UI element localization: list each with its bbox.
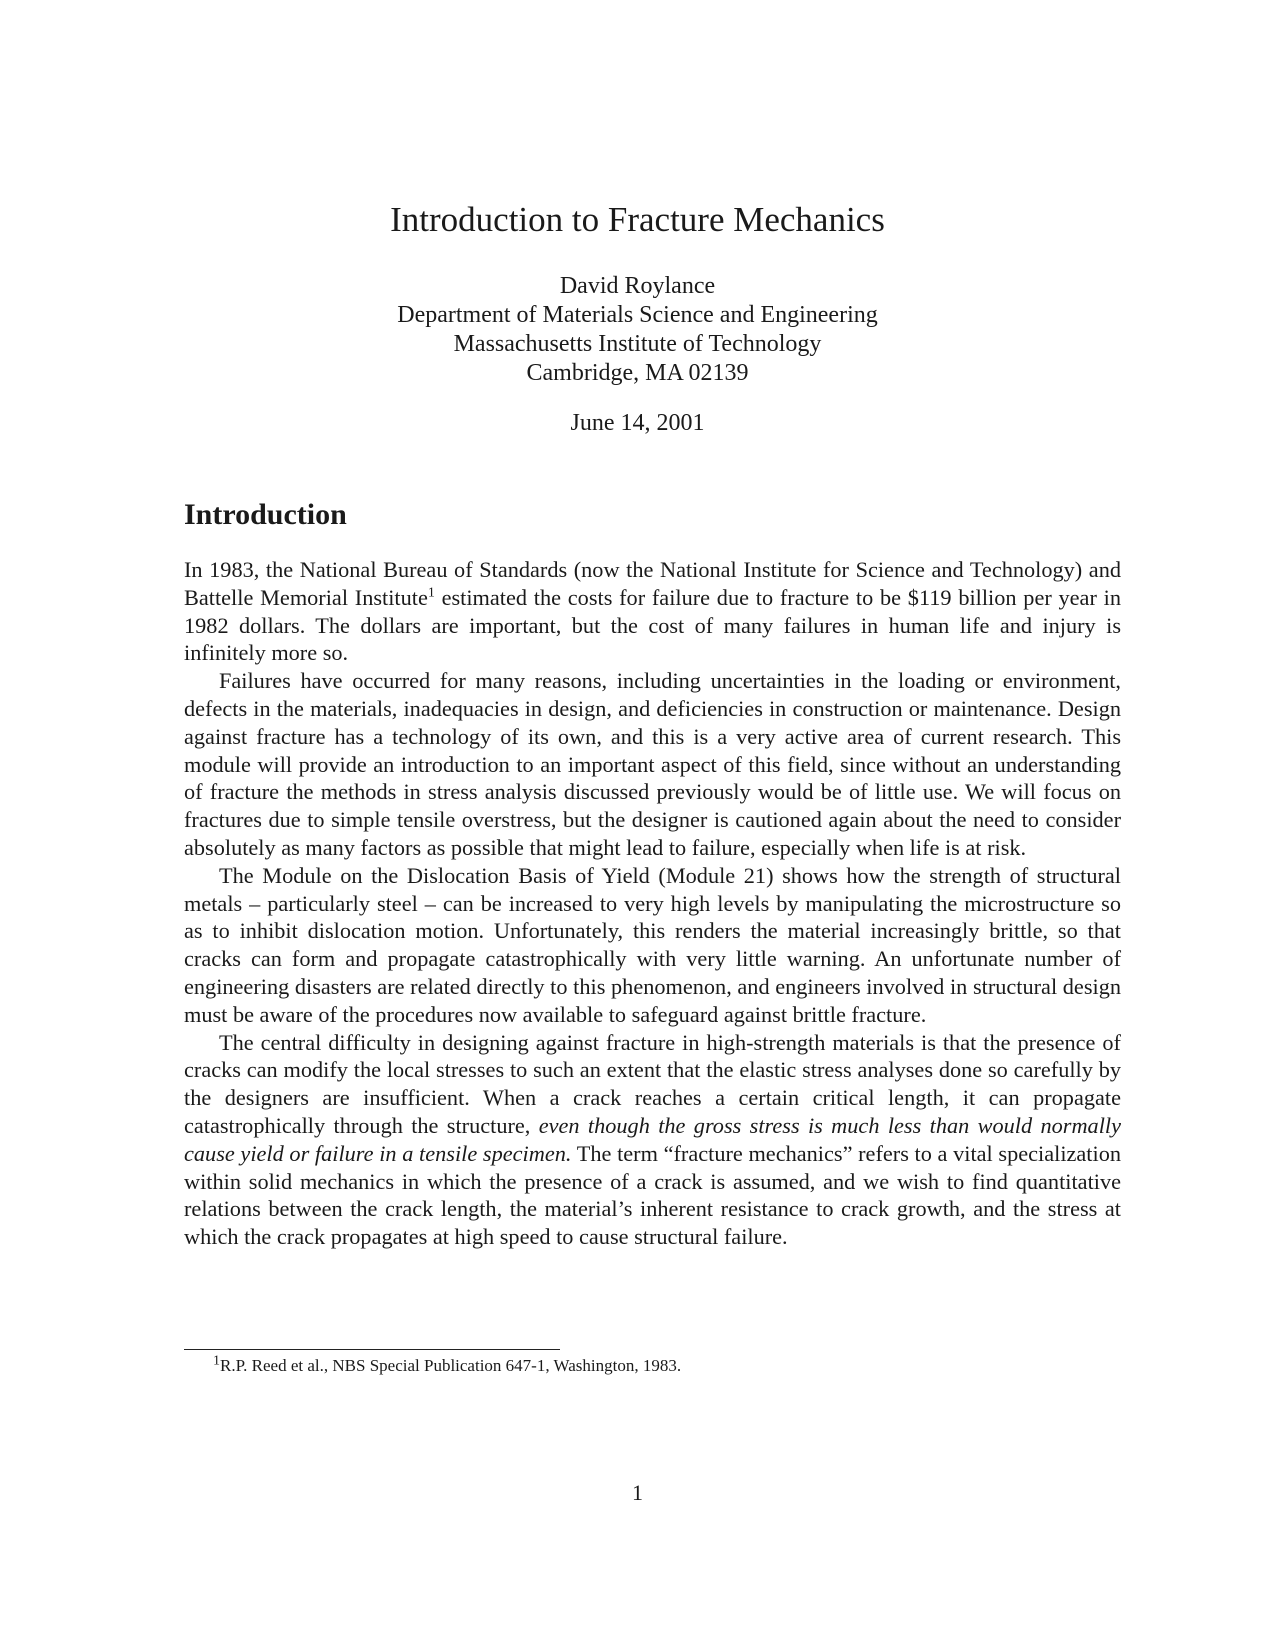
footnote-marker: 1 bbox=[427, 585, 435, 601]
author-department: Department of Materials Science and Engineering bbox=[397, 302, 878, 328]
paragraph-1-lead: In 1983, the National Bureau of Standards (now the National Institute for Science and Technology) and Battelle Memorial Institute bbox=[184, 557, 1121, 610]
paragraph-3: The Module on the Dislocation Basis of Yield (Module 21) shows how the strength of structural metals – particularly steel – can be increased to very high levels by manipulating the microstructure so as to inhibit dislocation motion. Unfortunately, this renders the material increasingly brittle, so that cracks can form and propagate catastrophically with very little warning. An unfortunate number of engineering disasters are related directly to this phenomenon, and engineers involved in structural design must be aware of the procedures now available to safeguard against brittle fracture. bbox=[184, 862, 1121, 1027]
footnote bbox=[213, 1355, 681, 1377]
paragraph-2: Failures have occurred for many reasons, including uncertainties in the loading or environment, defects in the materials, inadequacies in design, and deficiencies in construction or maintenance. Design against fracture has a technology of its own, and this is a very active area of current research. This module will provide an introduction to an important aspect of this field, since without an understanding of fracture the methods in stress analysis discussed previously would be of little use. We will focus on fractures due to simple tensile overstress, but the designer is cautioned again about the need to consider absolutely as many factors as possible that might lead to failure, especially when life is at risk. bbox=[184, 668, 1121, 860]
author-block bbox=[0, 272, 1275, 388]
paragraph-4-lead: The central difficulty in designing against fracture in high-strength materials is that the presence of cracks can modify the local stresses to such an extent that the elastic stress analyses done so carefully by the designers are insufficient. When a crack reaches a certain critical length, it can propagate catastrophically through the structure, bbox=[184, 1029, 1121, 1138]
paragraph-4-emphasis: even though the gross stress is much less than would normally cause yield or failure in a tensile specimen. bbox=[184, 1112, 1121, 1166]
page-number: 1 bbox=[632, 1480, 643, 1505]
author-name: David Roylance bbox=[559, 273, 716, 299]
section-body bbox=[184, 556, 1121, 1251]
footnote-divider bbox=[184, 1349, 560, 1350]
author-institution: Massachusetts Institute of Technology bbox=[453, 331, 822, 357]
footnote-number: 1 bbox=[213, 1353, 220, 1369]
paragraph-4-rest: The term “fracture mechanics” refers to a vital specialization within solid mechanics in which the presence of a crack is assumed, and we wish to find quantitative relations between the crack length, the material’s inherent resistance to crack growth, and the stress at which the crack propagates at high speed to cause structural failure. bbox=[184, 1140, 1121, 1250]
author-address: Cambridge, MA 02139 bbox=[526, 360, 749, 386]
paragraph-4 bbox=[184, 1029, 1121, 1251]
paper-title: Introduction to Fracture Mechanics bbox=[390, 200, 885, 239]
paragraph-1-rest: estimated the costs for failure due to fracture to be $119 billion per year in 1982 dollars. The dollars are important, but the cost of many failures in human life and injury is infinitely more so. bbox=[184, 584, 1121, 666]
paragraph-1 bbox=[184, 556, 1121, 667]
section-heading: Introduction bbox=[184, 498, 347, 531]
paper-date: June 14, 2001 bbox=[570, 410, 705, 436]
footnote-text: R.P. Reed et al., NBS Special Publication 647-1, Washington, 1983. bbox=[220, 1356, 682, 1375]
